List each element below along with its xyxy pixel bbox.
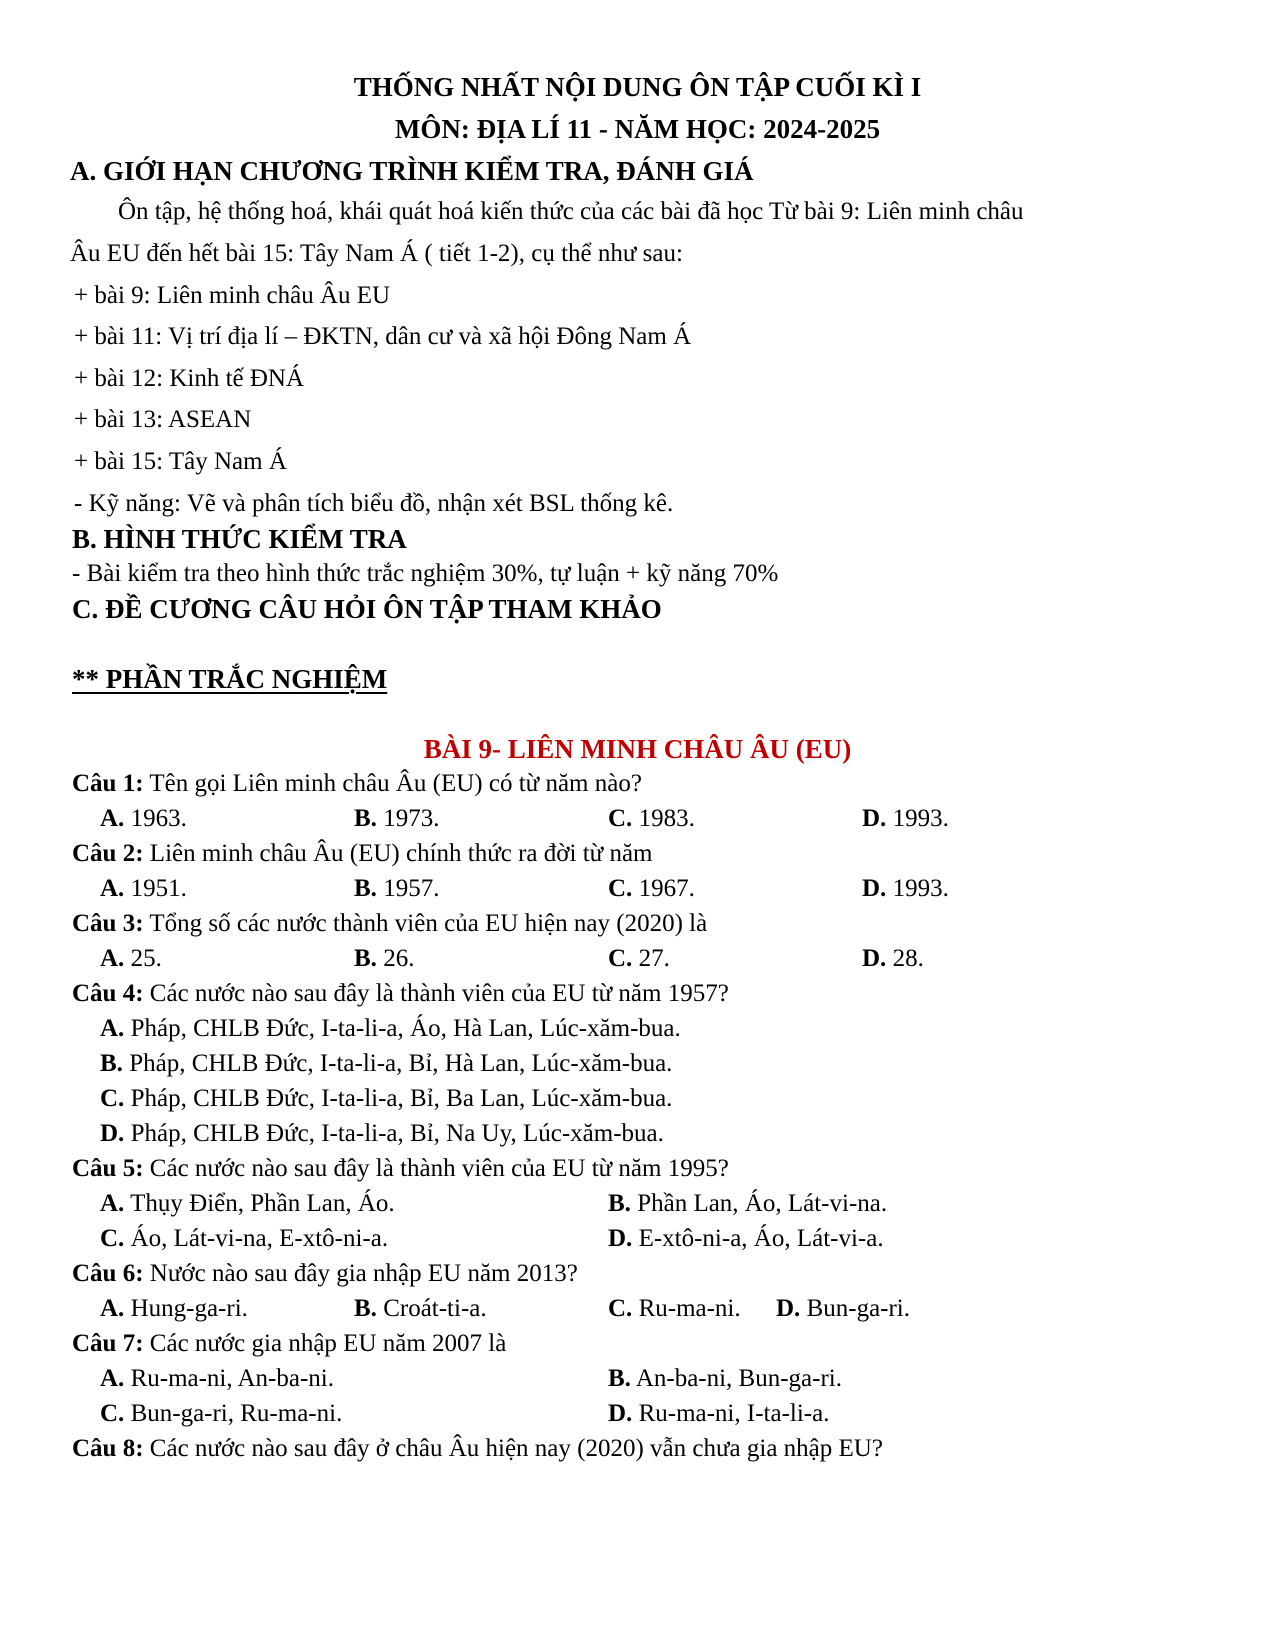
answer-option: A. Pháp, CHLB Đức, I-ta-li-a, Áo, Hà Lan, Lúc-xăm-bua.: [100, 1015, 681, 1042]
question-text: Liên minh châu Âu (EU) chính thức ra đời từ năm: [149, 840, 653, 867]
answer-option: D. 1993.: [862, 805, 949, 832]
question-text: Các nước gia nhập EU năm 2007 là: [149, 1330, 507, 1357]
question-3: [72, 910, 707, 938]
question-8: [72, 1435, 883, 1463]
document-subtitle: MÔN: ĐỊA LÍ 11 - NĂM HỌC: 2024-2025: [394, 114, 881, 144]
answer-option: C. 27.: [608, 945, 670, 972]
answer-option: A. Thụy Điển, Phần Lan, Áo.: [100, 1190, 395, 1217]
lesson-title: BÀI 9- LIÊN MINH CHÂU ÂU (EU): [423, 734, 852, 764]
answer-option: B. Pháp, CHLB Đức, I-ta-li-a, Bỉ, Hà Lan, Lúc-xăm-bua.: [100, 1050, 673, 1077]
question-1: [72, 770, 642, 798]
section-b-text: - Bài kiểm tra theo hình thức trắc nghiệm 30%, tự luận + kỹ năng 70%: [72, 560, 779, 587]
question-text: Tổng số các nước thành viên của EU hiện nay (2020) là: [149, 910, 708, 937]
answer-option: D. 1993.: [862, 875, 949, 902]
question-label: Câu 7:: [72, 1330, 144, 1357]
answer-option: C. 1967.: [608, 875, 695, 902]
question-2: [72, 840, 652, 868]
section-a-intro-line2: Âu EU đến hết bài 15: Tây Nam Á ( tiết 1-2), cụ thể như sau:: [70, 240, 683, 267]
answer-option: C. Ru-ma-ni.: [608, 1295, 741, 1322]
section-a-intro-line1: Ôn tập, hệ thống hoá, khái quát hoá kiến thức của các bài đã học Từ bài 9: Liên minh châu: [118, 198, 1024, 225]
answer-option: C. Áo, Lát-vi-na, E-xtô-ni-a.: [100, 1225, 389, 1252]
answer-option: B. 1957.: [354, 875, 440, 902]
lesson-list-item: + bài 13: ASEAN: [74, 406, 252, 433]
lesson-list-item: + bài 12: Kinh tế ĐNÁ: [74, 365, 305, 392]
question-7: [72, 1330, 506, 1358]
document-title: THỐNG NHẤT NỘI DUNG ÔN TẬP CUỐI KÌ I: [353, 72, 922, 102]
question-label: Câu 3:: [72, 910, 144, 937]
answer-option: B. 1973.: [354, 805, 440, 832]
answer-option: C. Bun-ga-ri, Ru-ma-ni.: [100, 1400, 343, 1427]
section-c-heading: C. ĐỀ CƯƠNG CÂU HỎI ÔN TẬP THAM KHẢO: [72, 594, 662, 624]
question-label: Câu 5:: [72, 1155, 144, 1182]
question-label: Câu 2:: [72, 840, 144, 867]
lesson-list-item: + bài 9: Liên minh châu Âu EU: [74, 282, 391, 309]
answer-option: A. 25.: [100, 945, 162, 972]
question-label: Câu 6:: [72, 1260, 144, 1287]
answer-option: D. Pháp, CHLB Đức, I-ta-li-a, Bỉ, Na Uy, Lúc-xăm-bua.: [100, 1120, 664, 1147]
answer-option: A. Ru-ma-ni, An-ba-ni.: [100, 1365, 334, 1392]
question-text: Các nước nào sau đây là thành viên của EU từ năm 1995?: [149, 1155, 729, 1182]
answer-option: A. 1951.: [100, 875, 187, 902]
answer-option: C. 1983.: [608, 805, 695, 832]
answer-option: D. Bun-ga-ri.: [776, 1295, 911, 1322]
question-label: Câu 8:: [72, 1435, 144, 1462]
question-text: Nước nào sau đây gia nhập EU năm 2013?: [149, 1260, 578, 1287]
answer-option: B. An-ba-ni, Bun-ga-ri.: [608, 1365, 843, 1392]
question-label: Câu 4:: [72, 980, 144, 1007]
answer-option: B. 26.: [354, 945, 415, 972]
answer-option: A. Hung-ga-ri.: [100, 1295, 248, 1322]
lesson-list-item: + bài 15: Tây Nam Á: [74, 448, 287, 475]
answer-option: B. Croát-ti-a.: [354, 1295, 487, 1322]
skills-text: - Kỹ năng: Vẽ và phân tích biểu đồ, nhận xét BSL thống kê.: [74, 490, 674, 517]
question-4: [72, 980, 729, 1008]
question-text: Tên gọi Liên minh châu Âu (EU) có từ năm nào?: [149, 770, 642, 797]
answer-option: D. Ru-ma-ni, I-ta-li-a.: [608, 1400, 830, 1427]
question-label: Câu 1:: [72, 770, 144, 797]
section-b-heading: B. HÌNH THỨC KIỂM TRA: [72, 524, 407, 554]
answer-option: B. Phần Lan, Áo, Lát-vi-na.: [608, 1190, 888, 1217]
section-a-heading: A. GIỚI HẠN CHƯƠNG TRÌNH KIỂM TRA, ĐÁNH GIÁ: [70, 156, 754, 186]
answer-option: A. 1963.: [100, 805, 187, 832]
question-text: Các nước nào sau đây là thành viên của EU từ năm 1957?: [149, 980, 729, 1007]
question-5: [72, 1155, 729, 1183]
question-text: Các nước nào sau đây ở châu Âu hiện nay (2020) vẫn chưa gia nhập EU?: [149, 1435, 883, 1462]
part-heading: ** PHẦN TRẮC NGHIỆM: [72, 664, 388, 694]
answer-option: C. Pháp, CHLB Đức, I-ta-li-a, Bỉ, Ba Lan, Lúc-xăm-bua.: [100, 1085, 673, 1112]
question-6: [72, 1260, 578, 1288]
answer-option: D. 28.: [862, 945, 924, 972]
answer-option: D. E-xtô-ni-a, Áo, Lát-vi-a.: [608, 1225, 884, 1252]
lesson-list-item: + bài 11: Vị trí địa lí – ĐKTN, dân cư và xã hội Đông Nam Á: [74, 323, 692, 350]
